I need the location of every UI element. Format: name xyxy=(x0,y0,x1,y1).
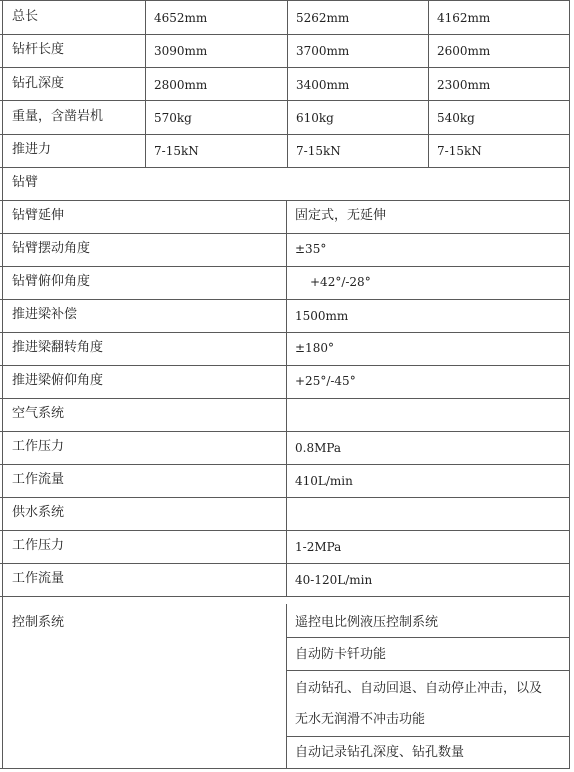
spec-value: 7-15kN xyxy=(154,144,199,158)
spec-value: 3090mm xyxy=(154,44,208,58)
row-divider xyxy=(0,431,570,432)
boom-value: +42°/-28° xyxy=(310,275,371,289)
column-divider xyxy=(286,497,287,596)
column-divider xyxy=(286,200,287,398)
section-heading-air: 空气系统 xyxy=(12,406,65,421)
spec-label-total-length: 总长 xyxy=(12,9,39,24)
row-divider xyxy=(0,0,570,1)
column-divider xyxy=(287,0,288,167)
spec-value: 7-15kN xyxy=(437,144,482,158)
spec-value: 2800mm xyxy=(154,78,208,92)
row-divider xyxy=(0,100,570,101)
boom-value: +25°/-45° xyxy=(295,374,356,388)
row-divider xyxy=(0,332,570,333)
column-divider xyxy=(286,398,287,497)
spec-label-thrust: 推进力 xyxy=(12,142,52,157)
water-label: 工作压力 xyxy=(12,538,65,553)
boom-value: 固定式，无延伸 xyxy=(295,208,387,223)
spec-value: 2600mm xyxy=(437,44,491,58)
spec-value: 570kg xyxy=(154,111,192,125)
column-divider xyxy=(145,0,146,167)
section-heading-control: 控制系统 xyxy=(12,615,65,630)
row-divider xyxy=(0,134,570,135)
spec-value: 4162mm xyxy=(437,11,491,25)
control-feature: 遥控电比例液压控制系统 xyxy=(295,615,439,630)
spec-label-rod-length: 钻杆长度 xyxy=(12,42,65,57)
row-divider xyxy=(0,233,570,234)
spec-value: 3400mm xyxy=(296,78,350,92)
spec-label-hole-depth: 钻孔深度 xyxy=(12,76,65,91)
control-feature: 自动钻孔、自动回退、自动停止冲击，以及 xyxy=(295,681,543,696)
column-divider xyxy=(569,0,570,769)
row-divider xyxy=(0,34,570,35)
control-feature: 自动防卡钎功能 xyxy=(295,647,387,662)
section-heading-boom: 钻臂 xyxy=(12,175,39,190)
column-divider xyxy=(286,604,287,769)
boom-label: 钻臂摆动角度 xyxy=(12,241,91,256)
section-heading-water: 供水系统 xyxy=(12,505,65,520)
row-divider xyxy=(0,497,570,498)
boom-label: 推进梁俯仰角度 xyxy=(12,373,104,388)
water-value: 40-120L/min xyxy=(295,573,373,587)
water-value: 1-2MPa xyxy=(295,540,342,554)
row-divider xyxy=(0,768,570,769)
row-divider xyxy=(0,167,570,168)
boom-label: 推进梁补偿 xyxy=(12,307,78,322)
spec-value: 4652mm xyxy=(154,11,208,25)
boom-label: 钻臂延伸 xyxy=(12,208,65,223)
control-feature: 自动记录钻孔深度、钻孔数量 xyxy=(295,745,465,760)
air-value: 410L/min xyxy=(295,474,353,488)
boom-label: 推进梁翻转角度 xyxy=(12,340,104,355)
column-divider xyxy=(2,0,3,769)
air-value: 0.8MPa xyxy=(295,441,342,455)
air-label: 工作流量 xyxy=(12,472,65,487)
spec-value: 3700mm xyxy=(296,44,350,58)
spec-value: 5262mm xyxy=(296,11,350,25)
boom-label: 钻臂俯仰角度 xyxy=(12,274,91,289)
air-label: 工作压力 xyxy=(12,439,65,454)
row-divider xyxy=(0,596,570,597)
column-divider xyxy=(428,0,429,167)
spec-value: 540kg xyxy=(437,111,475,125)
row-divider xyxy=(0,530,570,531)
boom-value: ±180° xyxy=(295,341,334,355)
row-divider xyxy=(286,736,570,737)
row-divider xyxy=(286,670,570,671)
spec-value: 610kg xyxy=(296,111,334,125)
spec-value: 2300mm xyxy=(437,78,491,92)
water-label: 工作流量 xyxy=(12,571,65,586)
row-divider xyxy=(0,398,570,399)
boom-value: 1500mm xyxy=(295,309,349,323)
row-divider xyxy=(0,365,570,366)
row-divider xyxy=(0,299,570,300)
boom-value: ±35° xyxy=(295,242,327,256)
row-divider xyxy=(0,67,570,68)
control-feature: 无水无润滑不冲击功能 xyxy=(295,712,426,727)
spec-value: 7-15kN xyxy=(296,144,341,158)
row-divider xyxy=(286,637,570,638)
row-divider xyxy=(0,266,570,267)
spec-label-weight: 重量，含凿岩机 xyxy=(12,109,104,124)
row-divider xyxy=(0,200,570,201)
row-divider xyxy=(0,563,570,564)
row-divider xyxy=(0,464,570,465)
